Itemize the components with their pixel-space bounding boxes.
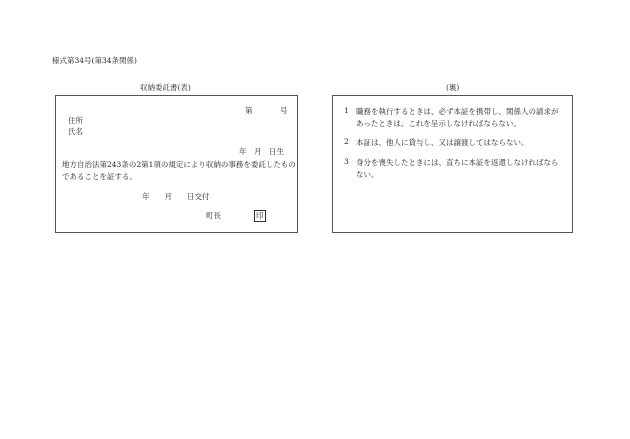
- rule-item-number: 2: [344, 137, 349, 146]
- front-title: 収納委託書(表): [140, 83, 191, 92]
- certificate-number-label: 第: [245, 106, 253, 115]
- certification-text: 地方自治法第243条の2第1項の規定により収納の事務を委託したものであることを証する。: [62, 160, 296, 181]
- rule-item-text: 身分を喪失したときには、直ちに本証を返還しなければならない。: [356, 158, 559, 179]
- back-card: [332, 95, 573, 233]
- birth-date: 年 月 日生: [239, 147, 284, 156]
- rule-item-text: 本証は、他人に貸与し、又は譲渡してはならない。: [356, 138, 529, 147]
- issue-date: 年 月 日交付: [142, 192, 210, 201]
- rule-item-text: 職務を執行するときは、必ず本証を携帯し、関係人の請求があったときは、これを呈示しなければならない。: [356, 107, 559, 128]
- rule-item-number: 3: [344, 157, 349, 166]
- issuer-title: 町長: [206, 211, 221, 220]
- front-card: [55, 95, 298, 233]
- name-label: 氏名: [68, 127, 83, 136]
- rule-item-number: 1: [344, 106, 349, 115]
- form-number: 様式第34号(第34条関係): [52, 56, 137, 65]
- seal-mark: 印: [256, 211, 264, 220]
- address-label: 住所: [68, 116, 83, 125]
- back-title: (裏): [446, 83, 460, 92]
- certificate-number-suffix: 号: [280, 106, 288, 115]
